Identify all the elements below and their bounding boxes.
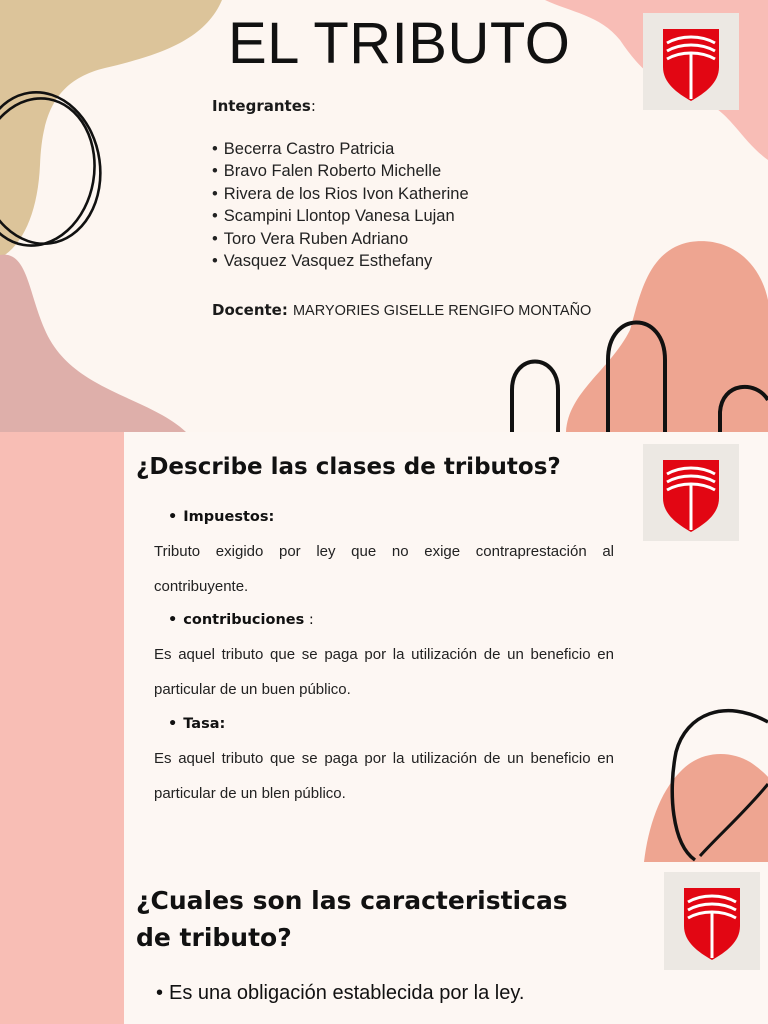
university-shield-logo-icon bbox=[643, 444, 739, 541]
characteristics-heading bbox=[136, 882, 568, 956]
characteristics-heading-line: ¿Cuales son las caracteristicas bbox=[136, 886, 568, 915]
university-logo bbox=[643, 13, 739, 110]
class-description: Es aquel tributo que se paga por la utilización de un beneficio en particular de un blen público. bbox=[154, 750, 614, 802]
university-logo bbox=[643, 444, 739, 541]
teacher-label: Docente: bbox=[212, 301, 288, 319]
classes-section bbox=[0, 432, 768, 862]
member-item: • Becerra Castro Patricia bbox=[212, 138, 469, 160]
member-item: • Scampini Llontop Vanesa Lujan bbox=[212, 205, 469, 227]
pink-side-strip bbox=[0, 862, 124, 1024]
class-description: Es aquel tributo que se paga por la utilización de un beneficio en particular de un buen público. bbox=[154, 646, 614, 698]
member-item: • Vasquez Vasquez Esthefany bbox=[212, 250, 469, 272]
salmon-blob-shape bbox=[644, 754, 768, 862]
member-item: • Rivera de los Rios Ivon Katherine bbox=[212, 183, 469, 205]
members-list bbox=[212, 138, 469, 272]
mauve-blob-shape bbox=[0, 255, 186, 432]
class-name-text: Tasa: bbox=[183, 716, 226, 732]
class-name bbox=[168, 716, 225, 732]
members-colon: : bbox=[310, 97, 316, 115]
tan-blob-shape bbox=[0, 0, 222, 258]
characteristic-item: • Es una obligación establecida por la ley. bbox=[156, 982, 524, 1005]
arch-line-shape bbox=[512, 362, 558, 433]
cover-section bbox=[0, 0, 768, 432]
class-name-suffix: : bbox=[304, 612, 314, 628]
university-shield-logo-icon bbox=[664, 872, 760, 970]
member-item: • Toro Vera Ruben Adriano bbox=[212, 228, 469, 250]
characteristics-section bbox=[0, 862, 768, 1024]
teacher-name: MARYORIES GISELLE RENGIFO MONTAÑO bbox=[292, 303, 592, 319]
teacher-line bbox=[212, 300, 591, 319]
class-name bbox=[168, 612, 314, 628]
page-title: EL TRIBUTO bbox=[228, 11, 571, 76]
characteristics-heading-line: de tributo? bbox=[136, 923, 292, 952]
member-item: • Bravo Falen Roberto Michelle bbox=[212, 160, 469, 182]
members-label: Integrantes bbox=[212, 97, 311, 115]
class-description: Tributo exigido por ley que no exige contraprestación al contribuyente. bbox=[154, 543, 614, 595]
class-name-text: Impuestos: bbox=[183, 509, 275, 525]
class-name bbox=[168, 509, 274, 525]
classes-heading: ¿Describe las clases de tributos? bbox=[136, 454, 561, 480]
university-logo bbox=[664, 872, 760, 970]
university-shield-logo-icon bbox=[643, 13, 739, 110]
class-name-text: contribuciones bbox=[183, 612, 305, 628]
members-heading bbox=[212, 97, 316, 115]
